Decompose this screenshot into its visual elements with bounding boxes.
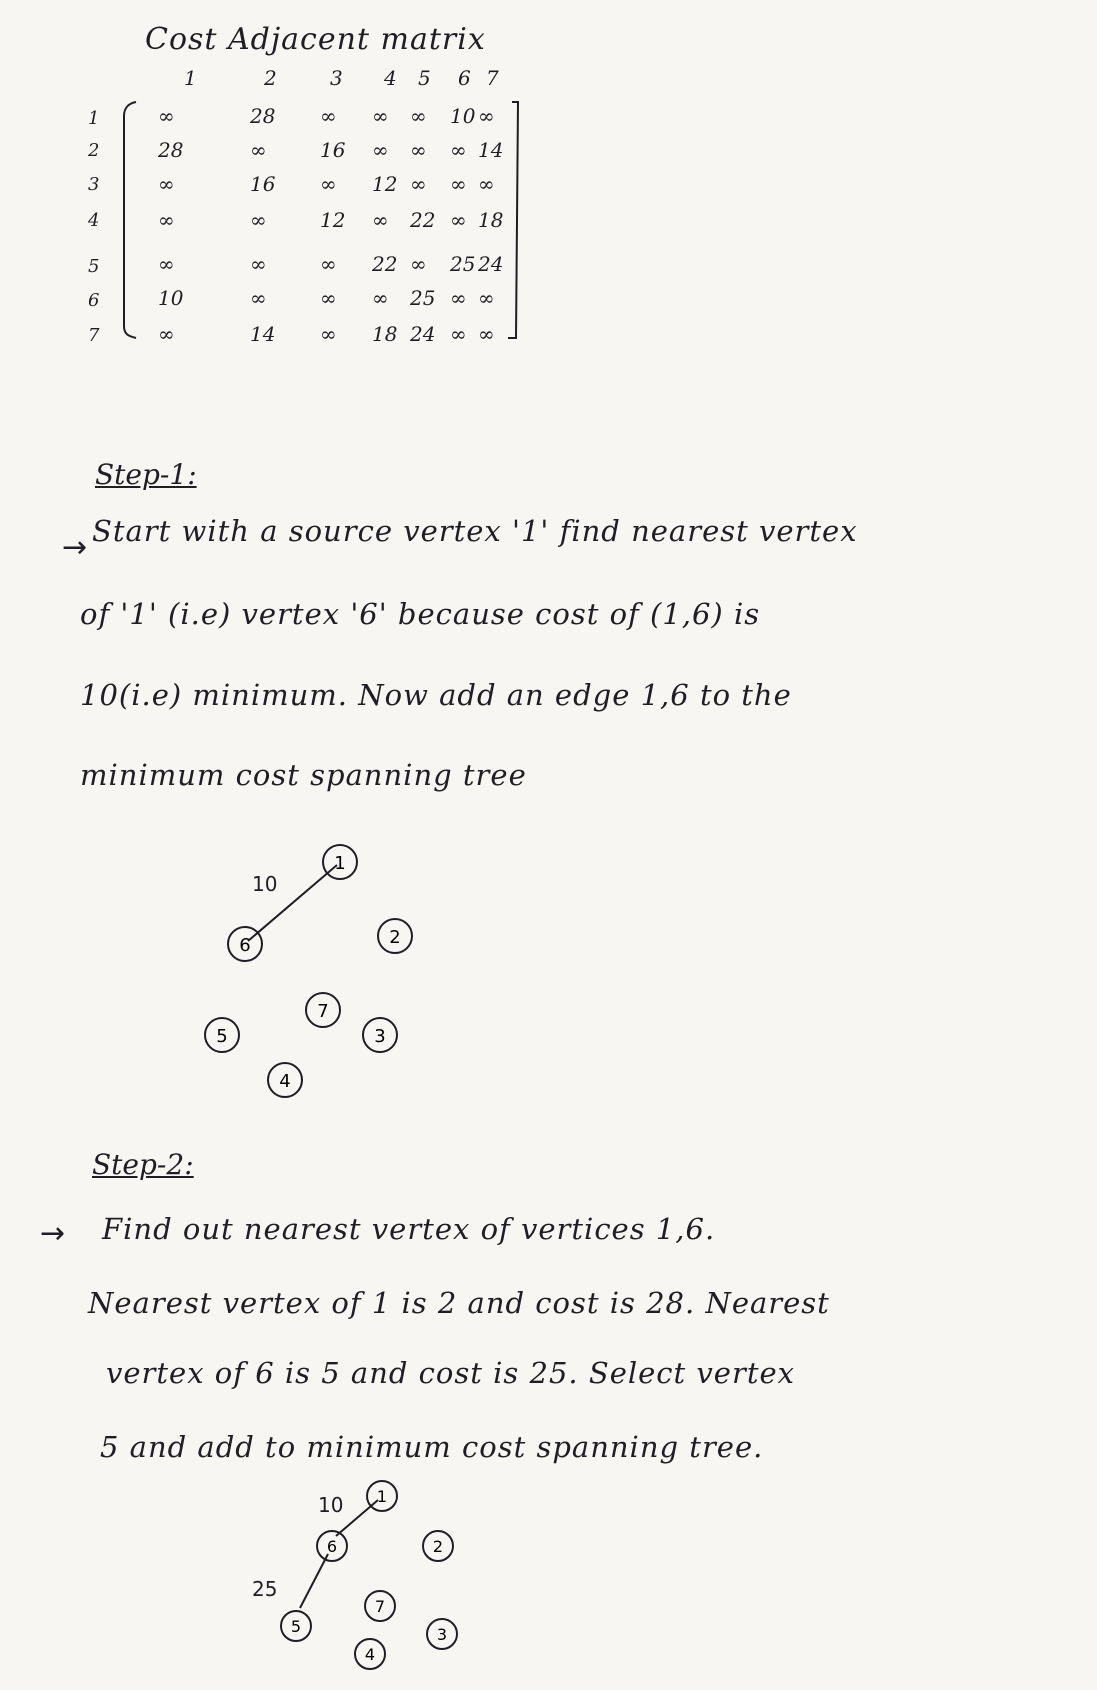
matrix-cell: 25 <box>410 286 436 310</box>
step2-line: Find out nearest vertex of vertices 1,6. <box>102 1212 716 1246</box>
row-header: 7 <box>88 325 100 346</box>
row-header: 5 <box>88 256 100 277</box>
step1-graph <box>180 840 440 1110</box>
matrix-cell: ∞ <box>158 322 175 346</box>
col-header: 1 <box>184 66 197 90</box>
vertex-3 <box>363 1018 397 1052</box>
svg-text:6: 6 <box>239 935 251 956</box>
svg-text:3: 3 <box>374 1026 386 1047</box>
matrix-cell: ∞ <box>250 252 267 276</box>
matrix-cell: ∞ <box>320 252 337 276</box>
matrix-cell: ∞ <box>158 252 175 276</box>
step1-title: Step-1: <box>95 458 197 491</box>
matrix-cell: ∞ <box>320 172 337 196</box>
matrix-cell: 14 <box>250 322 276 346</box>
vertex-3 <box>427 1619 457 1649</box>
matrix-title: Cost Adjacent matrix <box>145 22 486 57</box>
col-header: 5 <box>418 66 431 90</box>
svg-text:5: 5 <box>216 1026 228 1047</box>
step1-line: 10(i.e) minimum. Now add an edge 1,6 to the <box>80 678 792 712</box>
edge-weight: 10 <box>318 1493 344 1517</box>
matrix-cell: 14 <box>478 138 504 162</box>
vertex-1 <box>367 1481 397 1511</box>
step1-line: minimum cost spanning tree <box>80 758 527 792</box>
vertex-2 <box>423 1531 453 1561</box>
col-header: 4 <box>384 66 397 90</box>
matrix-cell: ∞ <box>320 286 337 310</box>
svg-text:5: 5 <box>290 1617 302 1636</box>
matrix-cell: ∞ <box>320 322 337 346</box>
vertex-2 <box>378 919 412 953</box>
matrix-cell: ∞ <box>450 286 467 310</box>
col-header: 7 <box>486 66 499 90</box>
matrix-cell: ∞ <box>478 172 495 196</box>
matrix-cell: ∞ <box>250 286 267 310</box>
matrix-cell: ∞ <box>158 172 175 196</box>
edge-6-5 <box>300 1554 328 1608</box>
row-header: 4 <box>88 210 100 231</box>
col-header: 2 <box>264 66 277 90</box>
step1-line: of '1' (i.e) vertex '6' because cost of (1,6) is <box>80 597 761 631</box>
row-header: 2 <box>88 140 100 161</box>
svg-text:4: 4 <box>279 1071 291 1092</box>
matrix-cell: ∞ <box>410 252 427 276</box>
matrix-cell: 22 <box>410 208 436 232</box>
vertex-4 <box>355 1639 385 1669</box>
matrix-cell: 24 <box>478 252 504 276</box>
matrix-cell: ∞ <box>372 138 389 162</box>
matrix-cell: ∞ <box>450 322 467 346</box>
matrix-cell: 25 <box>450 252 476 276</box>
vertex-4 <box>268 1063 302 1097</box>
step2-graph <box>240 1478 480 1678</box>
svg-text:2: 2 <box>432 1537 444 1556</box>
matrix-cell: ∞ <box>320 104 337 128</box>
step2-title: Step-2: <box>92 1148 194 1181</box>
matrix-cell: ∞ <box>158 104 175 128</box>
matrix-cell: 10 <box>450 104 476 128</box>
col-header: 3 <box>330 66 343 90</box>
matrix-cell: ∞ <box>158 208 175 232</box>
svg-text:7: 7 <box>374 1597 386 1616</box>
matrix-cell: 18 <box>372 322 398 346</box>
svg-text:7: 7 <box>317 1001 329 1022</box>
matrix-cell: 10 <box>158 286 184 310</box>
matrix-cell: ∞ <box>372 104 389 128</box>
matrix-cell: ∞ <box>450 172 467 196</box>
arrow-icon: → <box>62 530 88 565</box>
matrix-cell: 16 <box>250 172 276 196</box>
matrix-cell: ∞ <box>372 286 389 310</box>
matrix-cell: 28 <box>250 104 276 128</box>
step2-line: Nearest vertex of 1 is 2 and cost is 28. Nearest <box>88 1286 830 1320</box>
matrix-cell: ∞ <box>410 104 427 128</box>
matrix-cell: ∞ <box>250 208 267 232</box>
matrix-cell: 28 <box>158 138 184 162</box>
matrix-cell: 22 <box>372 252 398 276</box>
vertex-1 <box>323 845 357 879</box>
row-header: 1 <box>88 108 100 129</box>
row-header: 3 <box>88 174 100 195</box>
arrow-icon: → <box>40 1216 66 1251</box>
svg-text:4: 4 <box>364 1645 376 1664</box>
matrix-cell: ∞ <box>372 208 389 232</box>
matrix-cell: 16 <box>320 138 346 162</box>
edge-weight: 10 <box>252 872 278 896</box>
svg-text:6: 6 <box>326 1537 338 1556</box>
col-header: 6 <box>458 66 471 90</box>
vertex-5 <box>281 1611 311 1641</box>
svg-text:2: 2 <box>389 927 401 948</box>
matrix-cell: ∞ <box>410 138 427 162</box>
edge-weight: 25 <box>252 1577 278 1601</box>
vertex-7 <box>365 1591 395 1621</box>
matrix-cell: 18 <box>478 208 504 232</box>
matrix-cell: ∞ <box>478 104 495 128</box>
matrix-cell: ∞ <box>450 208 467 232</box>
matrix-cell: 24 <box>410 322 436 346</box>
row-header: 6 <box>88 290 100 311</box>
matrix-cell: 12 <box>320 208 346 232</box>
vertex-5 <box>205 1018 239 1052</box>
matrix-cell: ∞ <box>250 138 267 162</box>
step2-line: 5 and add to minimum cost spanning tree. <box>100 1430 764 1464</box>
matrix-cell: ∞ <box>450 138 467 162</box>
svg-text:1: 1 <box>334 853 346 874</box>
vertex-6 <box>228 927 262 961</box>
svg-text:3: 3 <box>436 1625 448 1644</box>
svg-text:1: 1 <box>376 1487 388 1506</box>
vertex-7 <box>306 993 340 1027</box>
matrix-cell: ∞ <box>478 322 495 346</box>
vertex-6 <box>317 1531 347 1561</box>
step2-line: vertex of 6 is 5 and cost is 25. Select vertex <box>106 1356 795 1390</box>
matrix-cell: ∞ <box>410 172 427 196</box>
step1-line: Start with a source vertex '1' find nearest vertex <box>92 514 858 548</box>
matrix-cell: ∞ <box>478 286 495 310</box>
matrix-cell: 12 <box>372 172 398 196</box>
